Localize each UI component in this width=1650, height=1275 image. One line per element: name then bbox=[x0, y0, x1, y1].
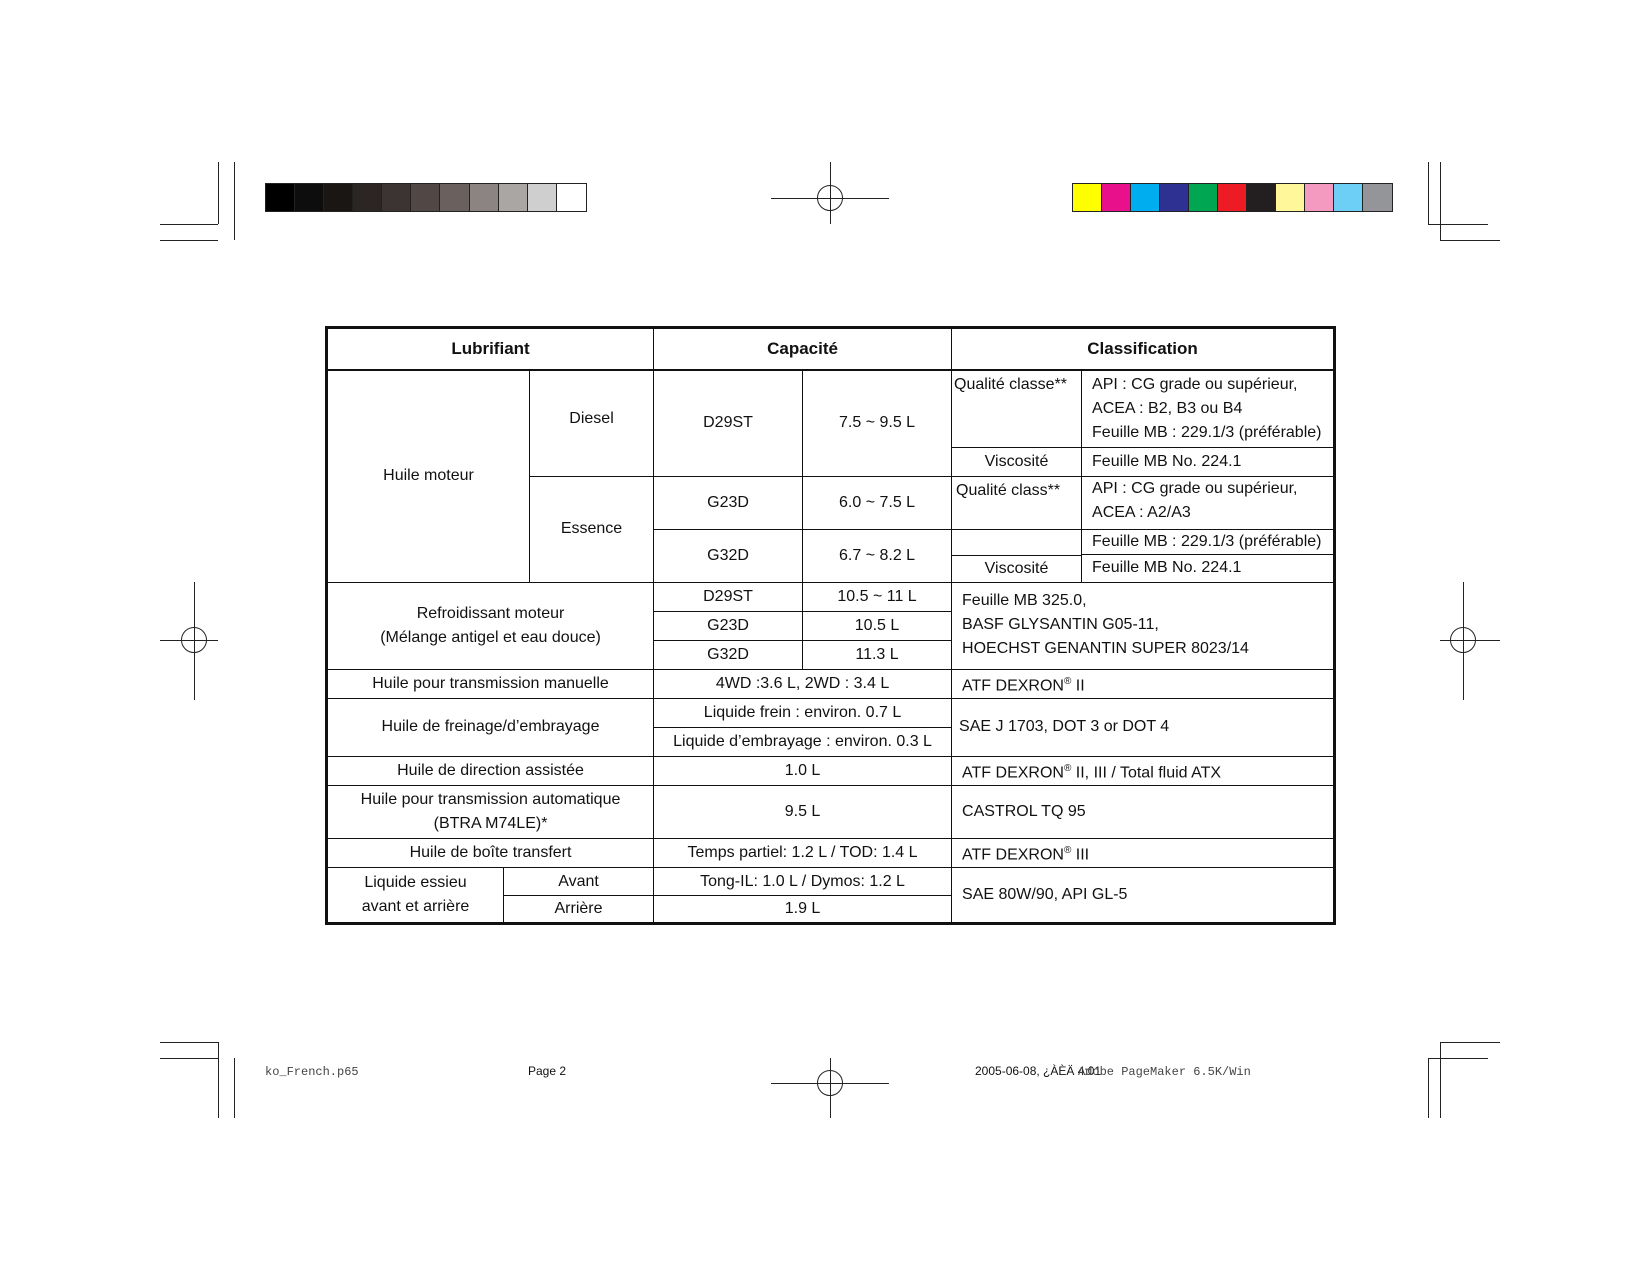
coolant-capacity-2: 10.5 L bbox=[803, 611, 952, 640]
spec-line: Feuille MB : 229.1/3 (préférable) bbox=[1092, 423, 1322, 441]
header-capacity: Capacité bbox=[654, 328, 952, 371]
spec-text: ATF DEXRON bbox=[962, 846, 1064, 864]
color-swatch bbox=[382, 184, 411, 211]
essence-capacity-1: 6.0 ~ 7.5 L bbox=[803, 476, 952, 529]
essence-quality-spec bbox=[1082, 476, 1335, 529]
label-line: (BTRA M74LE)* bbox=[433, 815, 548, 833]
table-row bbox=[327, 756, 1335, 785]
diesel-viscosity-value: Feuille MB No. 224.1 bbox=[1082, 447, 1335, 476]
diesel-quality-label: Qualité classe** bbox=[952, 370, 1082, 447]
clutch-capacity: Liquide d’embrayage : environ. 0.3 L bbox=[654, 727, 952, 756]
color-swatch bbox=[1247, 184, 1276, 211]
color-swatch bbox=[470, 184, 499, 211]
spec-line: API : CG grade ou supérieur, bbox=[1092, 375, 1298, 393]
lubricant-spec-table bbox=[325, 326, 1336, 925]
auto-trans-label bbox=[327, 786, 654, 839]
table-row bbox=[327, 582, 1335, 611]
brake-capacity: Liquide frein : environ. 0.7 L bbox=[654, 698, 952, 727]
spec-line: HOECHST GENANTIN SUPER 8023/14 bbox=[962, 639, 1249, 657]
registered-mark: ® bbox=[1063, 675, 1072, 687]
header-lubricant: Lubrifiant bbox=[327, 328, 654, 371]
table-row bbox=[327, 669, 1335, 698]
essence-model-2: G32D bbox=[654, 529, 803, 582]
registered-mark: ® bbox=[1063, 762, 1072, 774]
color-swatch bbox=[1334, 184, 1363, 211]
color-swatch bbox=[440, 184, 469, 211]
spec-line: ACEA : B2, B3 ou B4 bbox=[1092, 399, 1243, 417]
diesel-capacity: 7.5 ~ 9.5 L bbox=[803, 370, 952, 476]
footer-date: 2005-06-08, ¿ÀÈÄ 4:01 bbox=[975, 1064, 1102, 1078]
diesel-viscosity-label: Viscosité bbox=[952, 447, 1082, 476]
color-swatch bbox=[324, 184, 353, 211]
spec-text: II bbox=[1071, 676, 1085, 694]
footer-filename: ko_French.p65 bbox=[265, 1065, 359, 1079]
transfer-classification bbox=[952, 839, 1335, 868]
coolant-model-1: D29ST bbox=[654, 582, 803, 611]
color-swatch bbox=[499, 184, 528, 211]
essence-label: Essence bbox=[530, 476, 654, 582]
diesel-quality-spec bbox=[1082, 370, 1335, 447]
table-row bbox=[327, 786, 1335, 839]
axle-classification: SAE 80W/90, API GL-5 bbox=[952, 868, 1335, 924]
color-swatch bbox=[1276, 184, 1305, 211]
footer-application: Adobe PageMaker 6.5K/Win bbox=[1078, 1065, 1251, 1079]
manual-trans-label: Huile pour transmission manuelle bbox=[327, 669, 654, 698]
viscosity-value: Feuille MB No. 224.1 bbox=[1082, 554, 1333, 581]
color-swatch bbox=[295, 184, 324, 211]
coolant-label bbox=[327, 582, 654, 669]
power-steering-capacity: 1.0 L bbox=[654, 756, 952, 785]
label-line: Liquide essieu bbox=[364, 874, 467, 892]
color-swatch bbox=[557, 184, 586, 211]
table-row bbox=[327, 868, 1335, 896]
header-classification: Classification bbox=[952, 328, 1335, 371]
color-swatch bbox=[1160, 184, 1189, 211]
label-line: Huile pour transmission automatique bbox=[360, 791, 621, 809]
diesel-model: D29ST bbox=[654, 370, 803, 476]
color-swatch bbox=[1305, 184, 1334, 211]
spec-line: Feuille MB 325.0, bbox=[962, 591, 1087, 609]
footer-page: Page 2 bbox=[528, 1064, 567, 1078]
color-swatch bbox=[1073, 184, 1102, 211]
color-swatch bbox=[1102, 184, 1131, 211]
essence-spec-tail bbox=[1082, 529, 1335, 582]
registered-mark: ® bbox=[1063, 845, 1072, 857]
coolant-classification bbox=[952, 582, 1335, 669]
spec-line: Feuille MB : 229.1/3 (préférable) bbox=[1092, 532, 1322, 550]
spec-line: BASF GLYSANTIN G05-11, bbox=[962, 615, 1159, 633]
transfer-label: Huile de boîte transfert bbox=[327, 839, 654, 868]
transfer-capacity: Temps partiel: 1.2 L / TOD: 1.4 L bbox=[654, 839, 952, 868]
header-row bbox=[327, 328, 1335, 371]
axle-rear-capacity: 1.9 L bbox=[654, 896, 952, 924]
spec-text: II, III / Total fluid ATX bbox=[1071, 764, 1222, 782]
engine-oil-label: Huile moteur bbox=[327, 370, 530, 582]
manual-trans-capacity: 4WD :3.6 L, 2WD : 3.4 L bbox=[654, 669, 952, 698]
viscosity-text: Viscosité bbox=[952, 555, 1081, 582]
axle-rear-label: Arrière bbox=[504, 896, 654, 924]
essence-model-1: G23D bbox=[654, 476, 803, 529]
table-row bbox=[327, 370, 1335, 447]
color-swatch bbox=[1363, 184, 1392, 211]
color-swatch bbox=[353, 184, 382, 211]
essence-quality-label: Qualité class** bbox=[952, 476, 1082, 529]
coolant-model-3: G32D bbox=[654, 640, 803, 669]
brake-classification: SAE J 1703, DOT 3 or DOT 4 bbox=[952, 698, 1335, 756]
spec-text: ATF DEXRON bbox=[962, 764, 1064, 782]
brake-label: Huile de freinage/d’embrayage bbox=[327, 698, 654, 756]
axle-front-label: Avant bbox=[504, 868, 654, 896]
color-swatch bbox=[1131, 184, 1160, 211]
power-steering-classification bbox=[952, 756, 1335, 785]
axle-label bbox=[327, 868, 504, 924]
color-swatch bbox=[1189, 184, 1218, 211]
label-line: (Mélange antigel et eau douce) bbox=[380, 628, 601, 646]
essence-viscosity-label bbox=[952, 529, 1082, 582]
auto-trans-classification: CASTROL TQ 95 bbox=[952, 786, 1335, 839]
spec-text: III bbox=[1071, 846, 1090, 864]
axle-front-capacity: Tong-IL: 1.0 L / Dymos: 1.2 L bbox=[654, 868, 952, 896]
spec-text: ATF DEXRON bbox=[962, 676, 1064, 694]
color-swatch bbox=[528, 184, 557, 211]
coolant-capacity-1: 10.5 ~ 11 L bbox=[803, 582, 952, 611]
table-row bbox=[327, 698, 1335, 727]
label-line: Refroidissant moteur bbox=[416, 604, 565, 622]
color-bar bbox=[1072, 183, 1393, 212]
table-row bbox=[327, 839, 1335, 868]
coolant-model-2: G23D bbox=[654, 611, 803, 640]
manual-trans-classification bbox=[952, 669, 1335, 698]
grayscale-bar bbox=[265, 183, 587, 212]
auto-trans-capacity: 9.5 L bbox=[654, 786, 952, 839]
color-swatch bbox=[1218, 184, 1247, 211]
coolant-capacity-3: 11.3 L bbox=[803, 640, 952, 669]
label-line: avant et arrière bbox=[361, 898, 470, 916]
spec-line: API : CG grade ou supérieur, bbox=[1092, 479, 1298, 497]
spec-line: ACEA : A2/A3 bbox=[1092, 503, 1191, 521]
diesel-label: Diesel bbox=[530, 370, 654, 476]
power-steering-label: Huile de direction assistée bbox=[327, 756, 654, 785]
color-swatch bbox=[266, 184, 295, 211]
color-swatch bbox=[411, 184, 440, 211]
essence-capacity-2: 6.7 ~ 8.2 L bbox=[803, 529, 952, 582]
